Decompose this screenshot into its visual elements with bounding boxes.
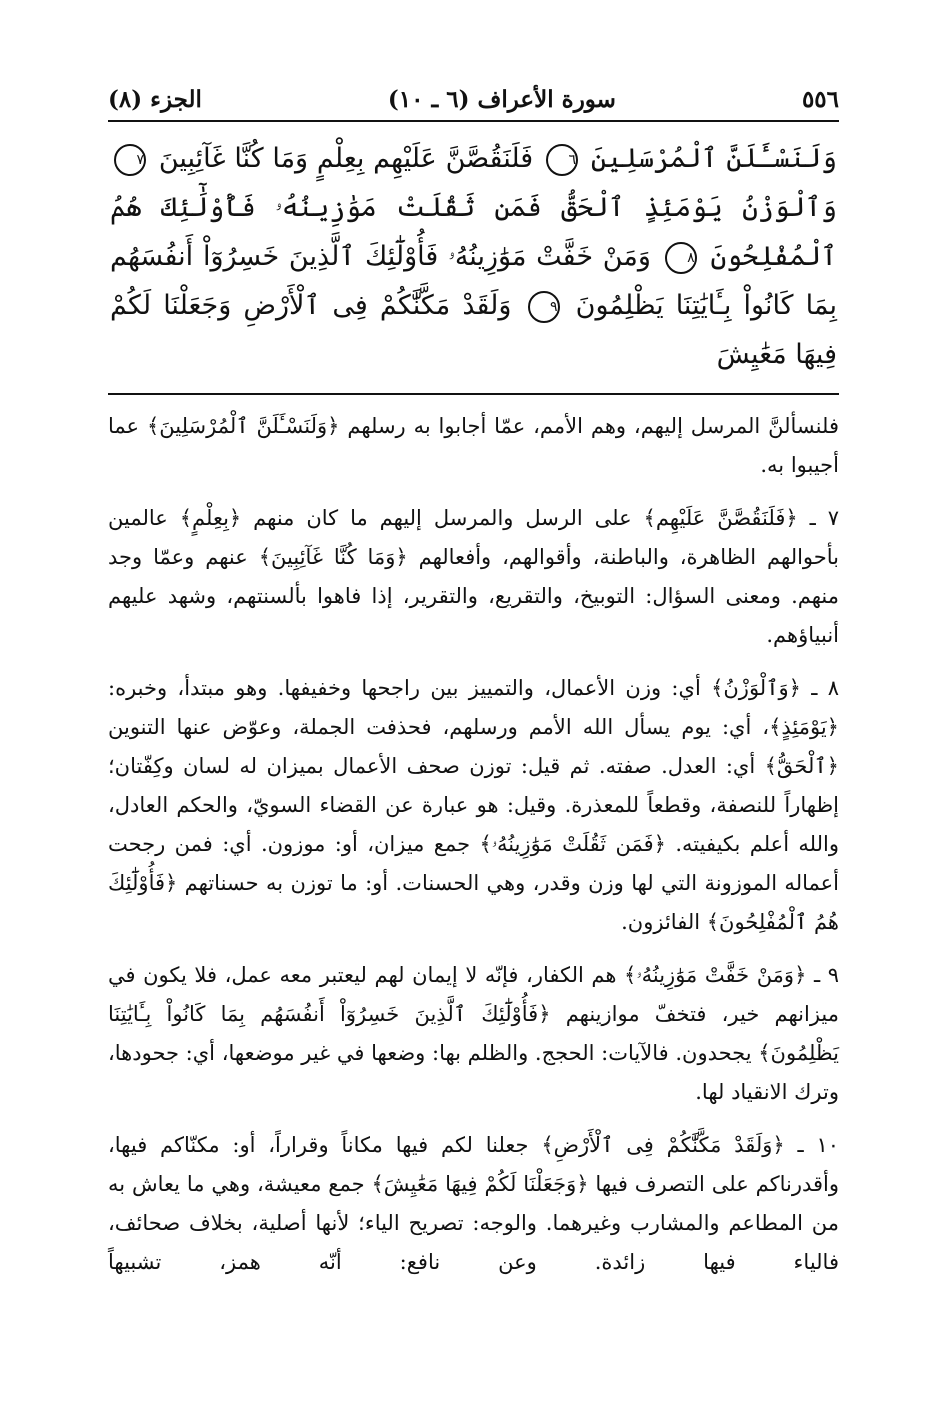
verse-7: فَلَنَقُصَّنَّ عَلَيْهِم بِعِلْمٍ وَمَا كُنَّا غَآئِبِينَ — [158, 143, 534, 174]
verse-9: وَمَنْ خَفَّتْ مَوَٰزِينُهُۥ فَأُوْلَٰٓئِكَ ٱلَّذِينَ خَسِرُوٓاْ أَنفُسَهُم بِمَا كَانُواْ بِـَٔايَٰتِنَا يَظْلِمُونَ — [110, 241, 837, 321]
verse-10: وَلَقَدْ مَكَّنَّٰكُمْ فِى ٱلْأَرْضِ وَجَعَلْنَا لَكُمْ فِيهَا مَعَٰيِشَ — [110, 290, 837, 370]
ayah-marker-7: ٧ — [114, 144, 146, 176]
tafsir-commentary — [108, 407, 839, 1282]
verse-8: وَٱلْوَزْنُ يَوْمَئِذٍ ٱلْحَقُّ فَمَن ثَقُلَتْ مَوَٰزِينُهُۥ فَأُوْلَٰٓئِكَ هُمُ ٱلْمُفْلِحُونَ — [110, 192, 837, 272]
verse-6: وَلَنَسْـَٔلَنَّ ٱلْمُرْسَلِينَ — [590, 143, 837, 174]
page-number: ٥٥٦ — [801, 85, 839, 113]
header-divider — [108, 120, 839, 122]
juz-label: الجزء (٨) — [108, 85, 202, 113]
ayah-marker-6: ٦ — [546, 144, 578, 176]
quran-verses — [108, 134, 839, 379]
surah-title: سورة الأعراف (٦ ـ ١٠) — [387, 85, 616, 113]
commentary-verse-7: ٧ ـ ﴿فَلَنَقُصَّنَّ عَلَيْهِم﴾ على الرسل والمرسل إليهم ما كان منهم ﴿بِعِلْمٍ﴾ عالمين بأحوالهم الظاهرة، والباطنة، وأقوالهم، وأفعالهم ﴿وَمَا كُنَّا غَآئِبِينَ﴾ عنهم وعمّا وجد منهم. ومعنى السؤال: التوبيخ، والتقريع، والتقرير، إذا فاهوا بألسنتهم، وشهد عليهم أنبياؤهم. — [108, 506, 839, 647]
commentary-verse-6: فلنسألنَّ المرسل إليهم، وهم الأمم، عمّا أجابوا به رسلهم ﴿وَلَنَسْـَٔلَنَّ ٱلْمُرْسَلِينَ﴾ عما أجيبوا به. — [108, 414, 839, 477]
commentary-verse-10: ١٠ ـ ﴿وَلَقَدْ مَكَّنَّٰكُمْ فِى ٱلْأَرْضِ﴾ جعلنا لكم فيها مكاناً وقراراً، أو: مكنّاكم فيها، وأقدرناكم على التصرف فيها ﴿وَجَعَلْنَا لَكُمْ فِيهَا مَعَٰيِشَ﴾ جمع معيشة، وهي ما يعاش به من المطاعم والمشارب وغيرهما. والوجه: تصريح الياء؛ لأنها أصلية، بخلاف صحائف، فالياء فيها زائدة. وعن نافع: أنّه همز، تشبيهاً — [108, 1133, 839, 1274]
page-header — [108, 80, 839, 118]
verses-divider — [108, 393, 839, 395]
ayah-marker-8: ٨ — [665, 242, 697, 274]
commentary-verse-9: ٩ ـ ﴿وَمَنْ خَفَّتْ مَوَٰزِينُهُۥ﴾ هم الكفار، فإنّه لا إيمان لهم ليعتبر معه عمل، فلا يكون في ميزانهم خير، فتخفّ موازينهم ﴿فَأُوْلَٰٓئِكَ ٱلَّذِينَ خَسِرُوٓاْ أَنفُسَهُم بِمَا كَانُواْ بِـَٔايَٰتِنَا يَظْلِمُونَ﴾ يجحدون. فالآيات: الحجج. والظلم بها: وضعها في غير موضعها، أي: جحودها، وترك الانقياد لها. — [108, 963, 839, 1104]
commentary-verse-8: ٨ ـ ﴿وَٱلْوَزْنُ﴾ أي: وزن الأعمال، والتمييز بين راجحها وخفيفها. وهو مبتدأ، وخبره: ﴿يَوْمَئِذٍ﴾، أي: يوم يسأل الله الأمم ورسلهم، فحذفت الجملة، وعوّض عنها التنوين ﴿ٱلْحَقُّ﴾ أي: العدل. صفته. ثم قيل: توزن صحف الأعمال بميزان له لسان وكِفّتان؛ إظهاراً للنصفة، وقطعاً للمعذرة. وقيل: هو عبارة عن القضاء السويّ، والحكم العادل، والله أعلم بكيفيته. ﴿فَمَن ثَقُلَتْ مَوَٰزِينُهُۥ﴾ جمع ميزان، أو: موزون. أي: فمن رجحت أعماله الموزونة التي لها وزن وقدر، وهي الحسنات. أو: ما توزن به حسناتهم ﴿فَأُوْلَٰٓئِكَ هُمُ ٱلْمُفْلِحُونَ﴾ الفائزون. — [108, 676, 839, 934]
ayah-marker-9: ٩ — [528, 291, 560, 323]
